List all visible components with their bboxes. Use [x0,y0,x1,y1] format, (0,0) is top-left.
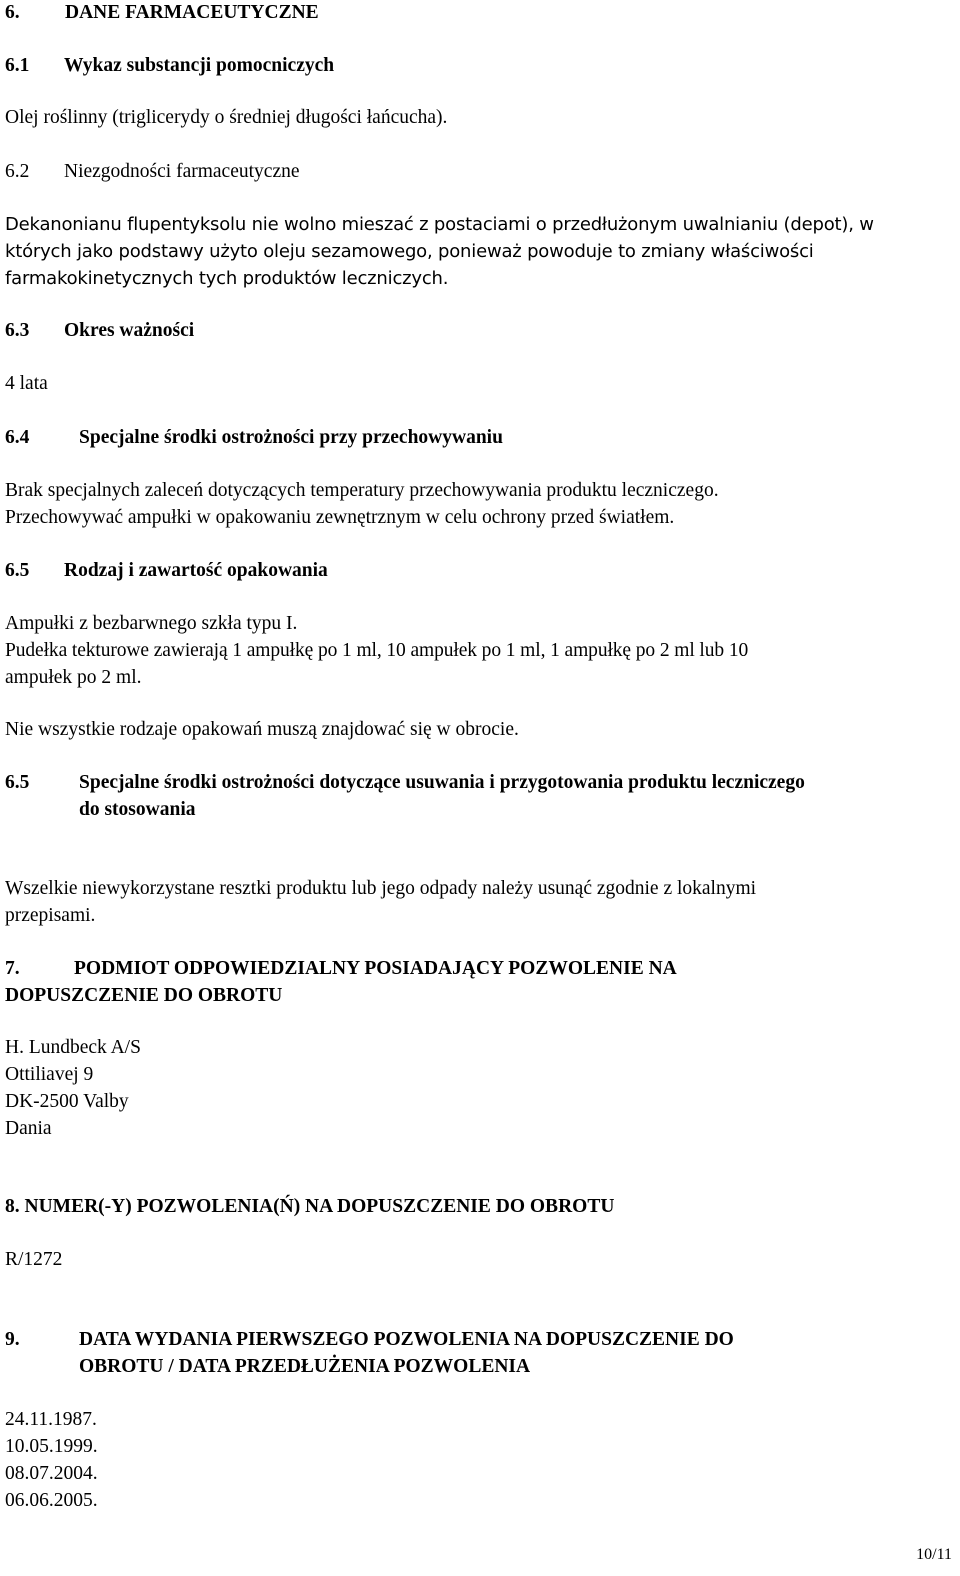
section-number: 6. [5,2,20,23]
address-street: Ottiliavej 9 [5,1064,94,1085]
section-number: 6.3 [5,320,30,341]
paragraph-line: Ampułki z bezbarwnego szkła typu I. [5,613,298,634]
date-item: 08.07.2004. [5,1463,98,1484]
section-6-6-text [5,875,950,929]
section-number: 6.5 [5,560,30,581]
section-6-3-heading [5,317,950,344]
address-country: Dania [5,1118,52,1139]
section-title: Specjalne środki ostrożności przy przechowywaniu [79,427,503,448]
paragraph-line: Dekanonianu flupentyksolu nie wolno mieszać z postaciami o przedłużonym uwalnianiu (depot), w [5,214,874,235]
section-title: PODMIOT ODPOWIEDZIALNY POSIADAJĄCY POZWOLENIE NA [74,958,677,979]
section-6-1-heading [5,52,950,79]
section-title-continued: do stosowania [79,799,196,820]
section-title: DANE FARMACEUTYCZNE [65,2,319,23]
paragraph-line: ampułek po 2 ml. [5,667,142,688]
section-9-heading [5,1326,950,1380]
date-item: 06.06.2005. [5,1490,98,1511]
section-title: Specjalne środki ostrożności dotyczące usuwania i przygotowania produktu leczniczego [79,772,805,793]
section-6-4-text [5,477,950,531]
section-6-2-text [5,211,950,292]
date-item: 24.11.1987. [5,1409,97,1430]
paragraph-line: Brak specjalnych zaleceń dotyczących temperatury przechowywania produktu leczniczego. [5,480,719,501]
paragraph-line: przepisami. [5,905,96,926]
section-title: Rodzaj i zawartość opakowania [64,560,328,581]
section-number: 6.1 [5,55,30,76]
company-name: H. Lundbeck A/S [5,1037,141,1058]
paragraph-line: których jako podstawy użyto oleju sezamowego, ponieważ powoduje to zmiany właściwości [5,241,814,262]
section-6-5-note: Nie wszystkie rodzaje opakowań muszą znajdować się w obrocie. [5,719,519,740]
section-title-continued: OBROTU / DATA PRZEDŁUŻENIA POZWOLENIA [79,1356,531,1377]
authorization-dates [5,1406,950,1514]
section-number: 9. [5,1329,20,1350]
section-title: Niezgodności farmaceutyczne [64,161,300,182]
section-6-heading [5,0,950,26]
company-address [5,1034,950,1142]
section-title-continued: DOPUSZCZENIE DO OBROTU [5,985,283,1006]
authorization-number: R/1272 [5,1249,63,1270]
paragraph-line: Pudełka tekturowe zawierają 1 ampułkę po 1 ml, 10 ampułek po 1 ml, 1 ampułkę po 2 ml lub 10 [5,640,749,661]
section-6-4-heading [5,424,950,451]
section-8-heading: 8. NUMER(-Y) POZWOLENIA(Ń) NA DOPUSZCZENIE DO OBROTU [5,1196,615,1217]
section-number: 7. [5,958,20,979]
page-number: 10/11 [916,1546,952,1563]
date-item: 10.05.1999. [5,1436,98,1457]
section-6-6-heading [5,769,950,823]
section-title: Okres ważności [64,320,195,341]
section-6-2-heading [5,158,950,185]
paragraph-line: farmakokinetycznych tych produktów leczniczych. [5,268,449,289]
section-number: 6.5 [5,772,30,793]
section-6-5-text [5,610,950,691]
section-title: DATA WYDANIA PIERWSZEGO POZWOLENIA NA DOPUSZCZENIE DO [79,1329,734,1350]
section-6-5-heading [5,557,950,584]
paragraph-line: Przechowywać ampułki w opakowaniu zewnętrznym w celu ochrony przed światłem. [5,507,675,528]
section-7-heading [5,955,950,1009]
section-number: 6.4 [5,427,30,448]
section-title: Wykaz substancji pomocniczych [64,55,335,76]
paragraph-line: Wszelkie niewykorzystane resztki produktu lub jego odpady należy usunąć zgodnie z lokalnymi [5,878,757,899]
section-6-3-text: 4 lata [5,373,48,394]
section-number: 6.2 [5,161,30,182]
address-city: DK-2500 Valby [5,1091,129,1112]
section-6-1-text: Olej roślinny (triglicerydy o średniej długości łańcucha). [5,107,448,128]
